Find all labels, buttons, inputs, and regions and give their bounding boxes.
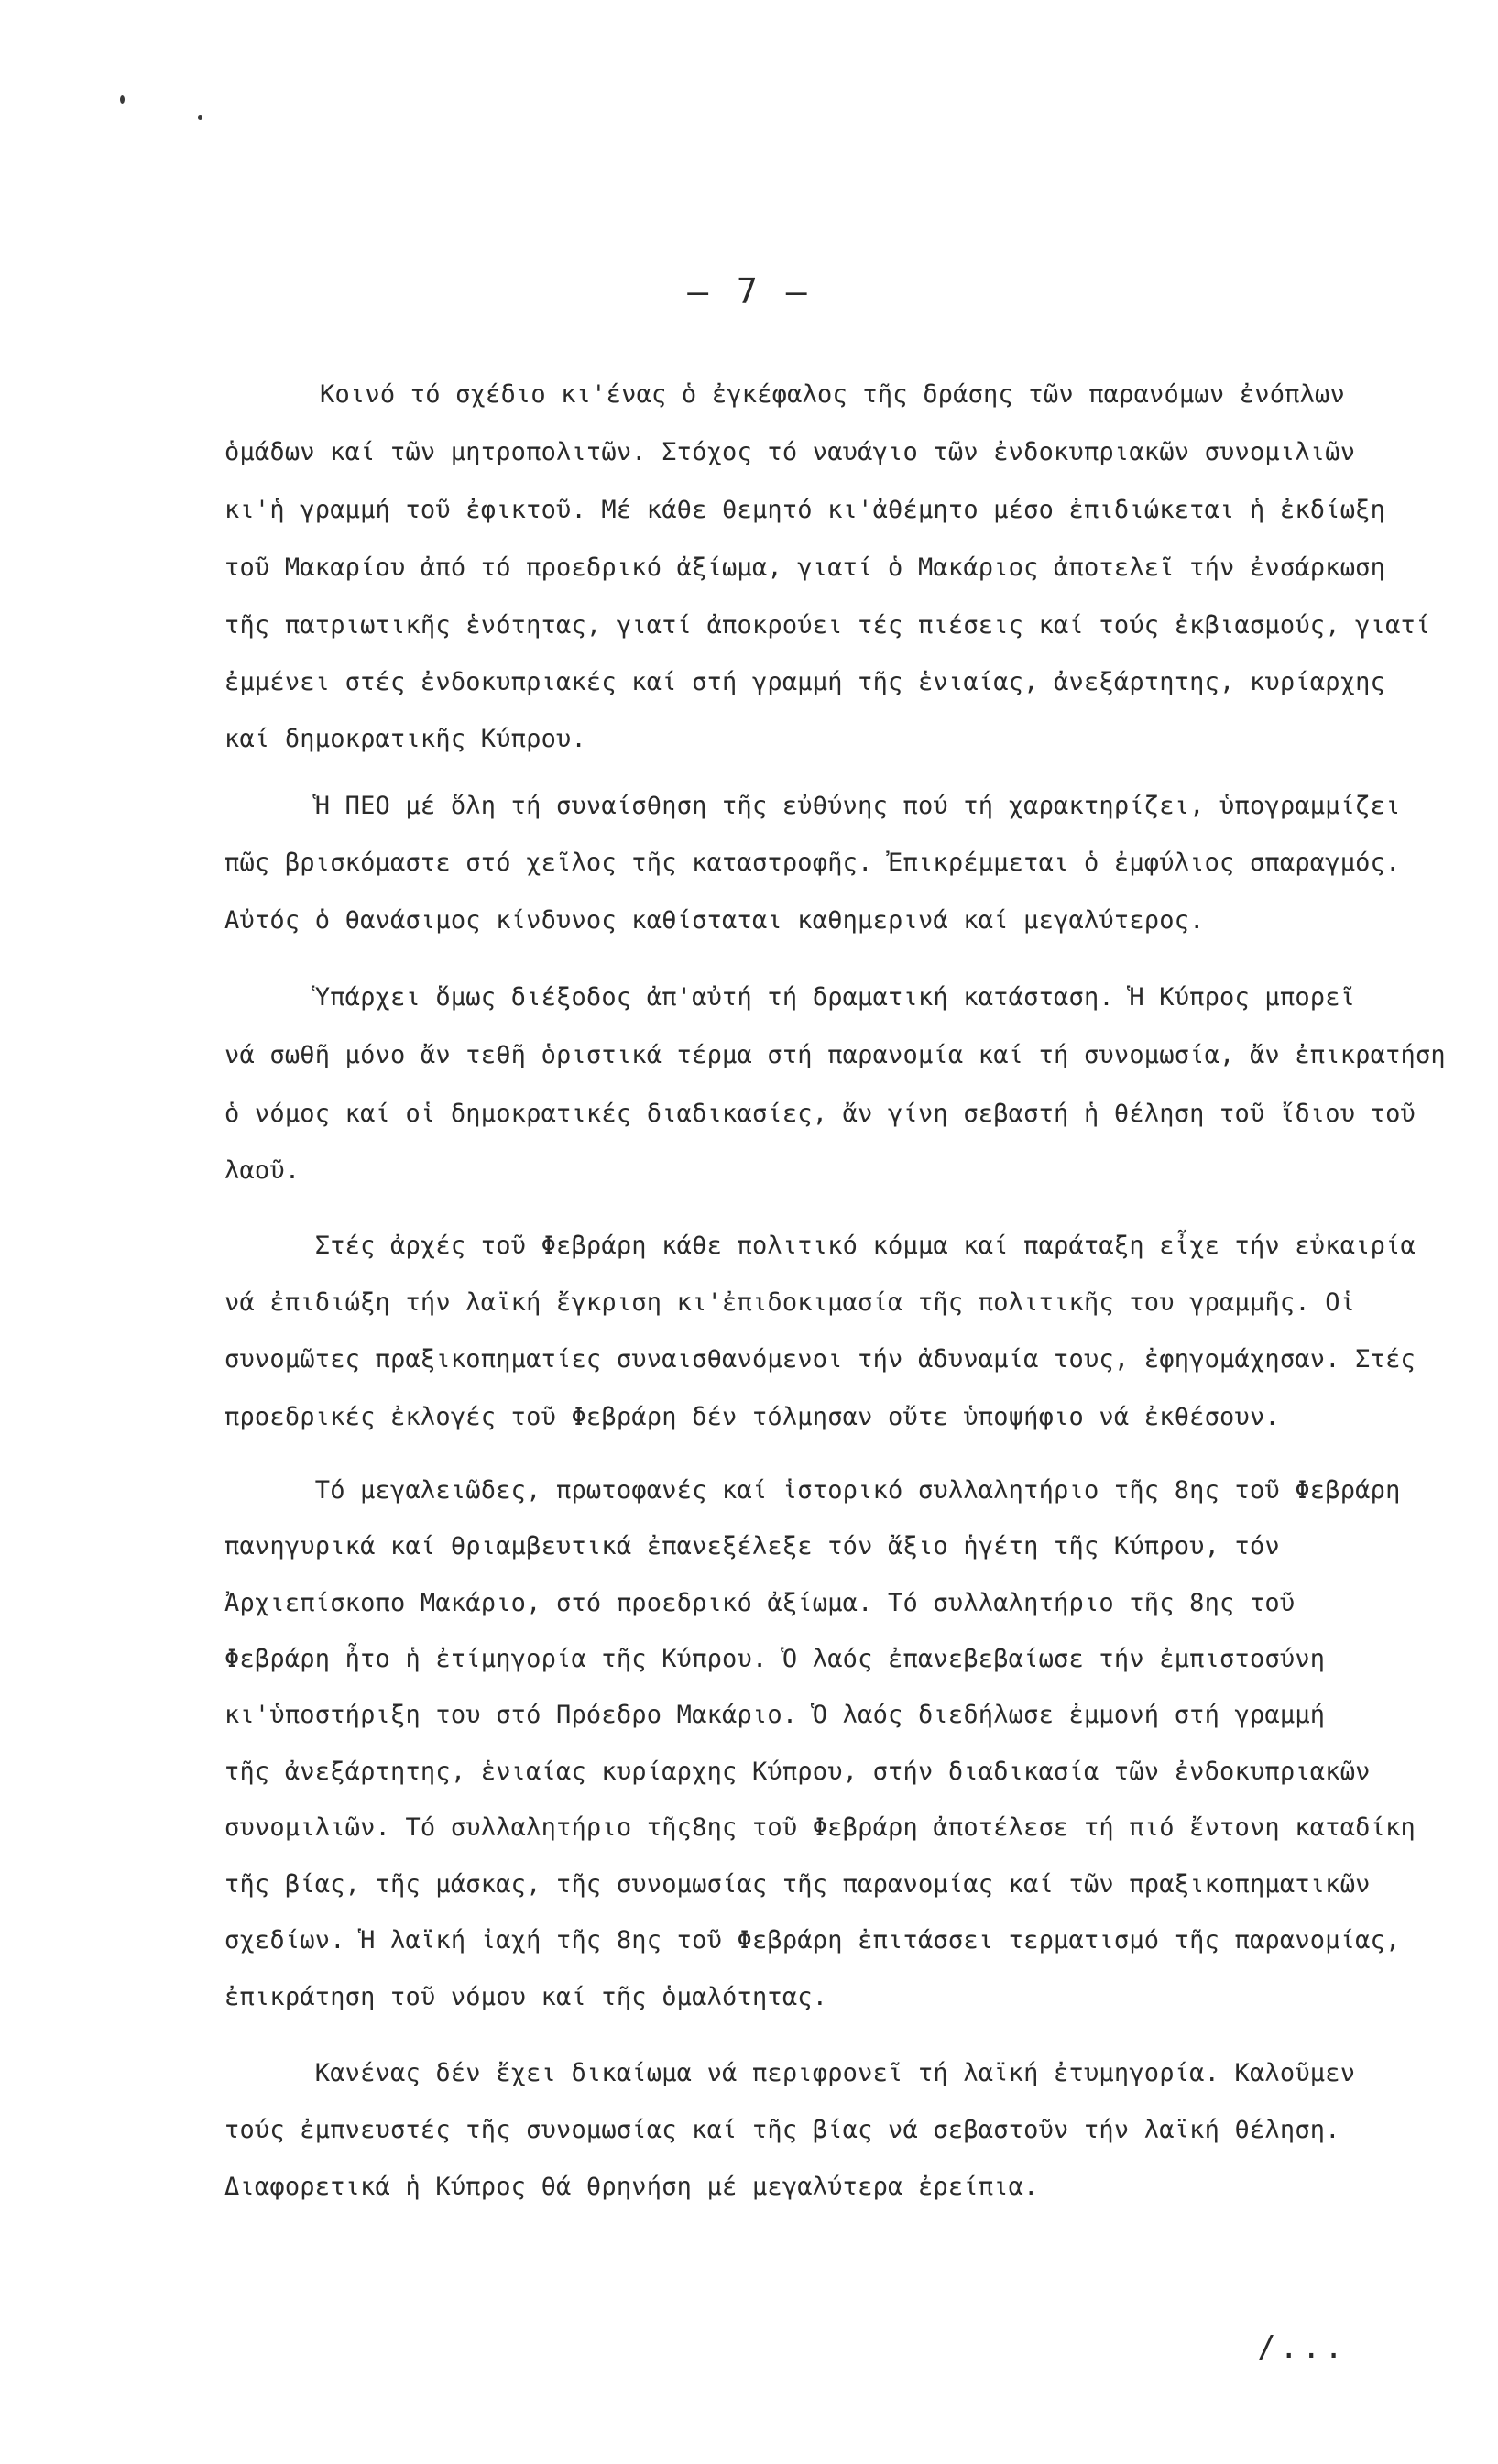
text-line: ὁμάδων καί τῶν μητροπολιτῶν. Στόχος τό ναυάγιο τῶν ἐνδοκυπριακῶν συνομιλιῶν [224, 438, 1356, 466]
text-line: τῆς πατριωτικῆς ἑνότητας, γιατί ἀποκρούει τές πιέσεις καί τούς ἐκβιασμούς, γιατί [224, 611, 1431, 640]
text-line: συνομιλιῶν. Τό συλλαλητήριο τῆς8ης τοῦ Φεβράρη ἀποτέλεσε τή πιό ἔντονη καταδίκη [224, 1813, 1416, 1842]
text-line: ἐμμένει στές ἐνδοκυπριακές καί στή γραμμή τῆς ἑνιαίας, ἀνεξάρτητης, κυρίαρχης [224, 668, 1386, 696]
text-line: Ἡ ΠΕΟ μέ ὅλη τή συναίσθηση τῆς εὐθύνης πού τή χαρακτηρίζει, ὑπογραμμίζει [224, 792, 1401, 820]
text-line: Ἀρχιεπίσκοπο Μακάριο, στό προεδρικό ἀξίωμα. Τό συλλαλητήριο τῆς 8ης τοῦ [224, 1589, 1296, 1617]
text-line: Κανένας δέν ἔχει δικαίωμα νά περιφρονεῖ τή λαϊκή ἐτυμηγορία. Καλοῦμεν [224, 2059, 1356, 2087]
continuation-mark: /... [1257, 2329, 1347, 2366]
text-line: νά ἐπιδιώξη τήν λαϊκή ἔγκριση κι'ἐπιδοκιμασία τῆς πολιτικῆς του γραμμῆς. Οἱ [224, 1288, 1356, 1317]
text-line: Αὐτός ὁ θανάσιμος κίνδυνος καθίσταται καθημερινά καί μεγαλύτερος. [224, 906, 1205, 935]
text-line: λαοῦ. [224, 1156, 301, 1185]
paper-speck [120, 95, 125, 104]
text-line: πῶς βρισκόμαστε στό χεῖλος τῆς καταστροφῆς. Ἐπικρέμμεται ὁ ἐμφύλιος σπαραγμός. [224, 849, 1401, 877]
text-line: σχεδίων. Ἡ λαϊκή ἰαχή τῆς 8ης τοῦ Φεβράρη ἐπιτάσσει τερματισμό τῆς παρανομίας, [224, 1926, 1401, 1955]
text-line: ἐπικράτηση τοῦ νόμου καί τῆς ὁμαλότητας. [224, 1983, 828, 2011]
page-number: – 7 – [687, 271, 811, 312]
text-line: Τό μεγαλειῶδες, πρωτοφανές καί ἱστορικό συλλαλητήριο τῆς 8ης τοῦ Φεβράρη [224, 1476, 1401, 1505]
text-line: συνομῶτες πραξικοπηματίες συναισθανόμενοι τήν ἀδυναμία τους, ἐφηγομάχησαν. Στές [224, 1345, 1416, 1374]
text-line: κι'ὑποστήριξη του στό Πρόεδρο Μακάριο. Ὁ λαός διεδήλωσε ἐμμονή στή γραμμή [224, 1701, 1326, 1729]
text-line: τούς ἐμπνευστές τῆς συνομωσίας καί τῆς βίας νά σεβαστοῦν τήν λαϊκή θέληση. [224, 2116, 1340, 2144]
text-line: Στές ἀρχές τοῦ Φεβράρη κάθε πολιτικό κόμμα καί παράταξη εἶχε τήν εὐκαιρία [224, 1232, 1416, 1260]
text-line: Διαφορετικά ἡ Κύπρος θά θρηνήση μέ μεγαλύτερα ἐρείπια. [224, 2173, 1039, 2201]
text-line: Φεβράρη ἦτο ἡ ἐτίμηγορία τῆς Κύπρου. Ὁ λαός ἐπανεβεβαίωσε τήν ἐμπιστοσύνη [224, 1645, 1326, 1673]
paper-speck [198, 115, 202, 120]
text-line: τοῦ Μακαρίου ἀπό τό προεδρικό ἀξίωμα, γιατί ὁ Μακάριος ἀποτελεῖ τήν ἐνσάρκωση [224, 553, 1386, 582]
text-line: Κοινό τό σχέδιο κι'ένας ὁ ἐγκέφαλος τῆς δράσης τῶν παρανόμων ἐνόπλων [320, 380, 1345, 409]
text-line: κι'ἡ γραμμή τοῦ ἐφικτοῦ. Μέ κάθε θεμητό κι'ἀθέμητο μέσο ἐπιδιώκεται ἡ ἐκδίωξη [224, 496, 1386, 524]
text-line: πανηγυρικά καί θριαμβευτικά ἐπανεξέλεξε τόν ἄξιο ἡγέτη τῆς Κύπρου, τόν [224, 1532, 1280, 1561]
text-line: Ὑπάρχει ὅμως διέξοδος ἀπ'αὐτή τή δραματική κατάσταση. Ἡ Κύπρος μπορεῖ [224, 983, 1356, 1012]
text-line: τῆς βίας, τῆς μάσκας, τῆς συνομωσίας τῆς παρανομίας καί τῶν πραξικοπηματικῶν [224, 1870, 1371, 1899]
text-line: καί δημοκρατικῆς Κύπρου. [224, 725, 586, 753]
text-line: προεδρικές ἐκλογές τοῦ Φεβράρη δέν τόλμησαν οὔτε ὑποψήφιο νά ἐκθέσουν. [224, 1403, 1280, 1431]
text-line: τῆς ἀνεξάρτητης, ἑνιαίας κυρίαρχης Κύπρου, στήν διαδικασία τῶν ἐνδοκυπριακῶν [224, 1758, 1371, 1786]
text-line: νά σωθῆ μόνο ἄν τεθῆ ὁριστικά τέρμα στή παρανομία καί τή συνομωσία, ἄν ἐπικρατήση [224, 1041, 1446, 1069]
text-line: ὁ νόμος καί οἱ δημοκρατικές διαδικασίες, ἄν γίνη σεβαστή ἡ θέληση τοῦ ἴδιου τοῦ [224, 1100, 1416, 1128]
